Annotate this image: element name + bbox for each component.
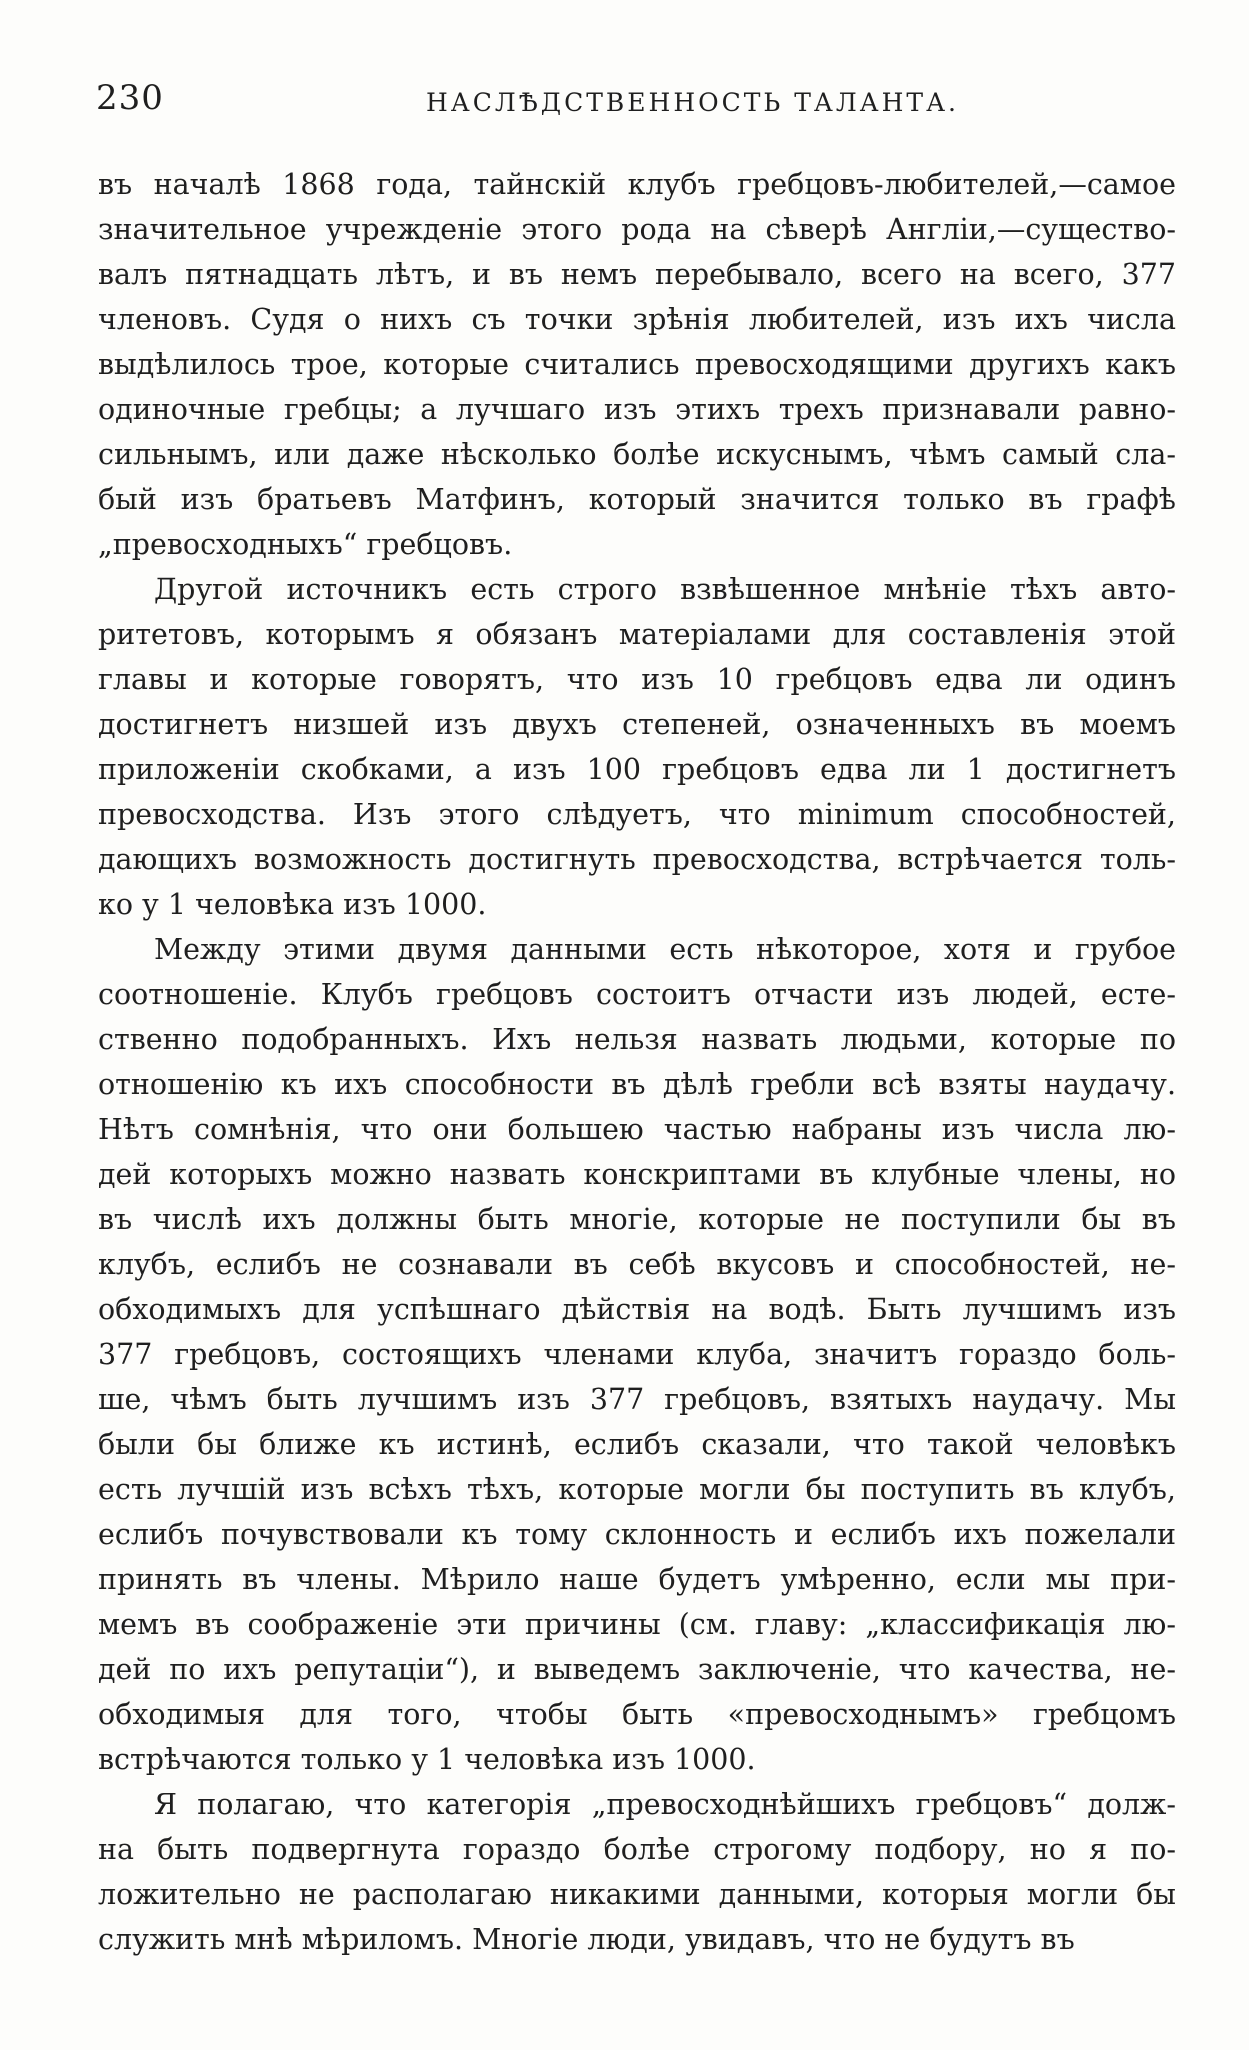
text-line: въ началѣ 1868 года, тайнскій клубъ гребцовъ-любителей,—самое (98, 168, 1176, 201)
text-line: мемъ въ соображеніе эти причины (см. главу: „классификація лю- (98, 1608, 1176, 1641)
text-line: ственно подобранныхъ. Ихъ нельзя назвать людьми, которые по (98, 1023, 1176, 1056)
text-line: превосходства. Изъ этого слѣдуетъ, что minimum способностей, (98, 798, 1176, 831)
text-line: ше, чѣмъ быть лучшимъ изъ 377 гребцовъ, взятыхъ наудачу. Мы (98, 1383, 1176, 1416)
running-title: НАСЛѢДСТВЕННОСТЬ ТАЛАНТА. (426, 88, 959, 117)
text-line: обходимыя для того, чтобы быть «превосходнымъ» гребцомъ (98, 1698, 1176, 1731)
paragraph (98, 1782, 1176, 1962)
text-line: бый изъ братьевъ Матфинъ, который значится только въ графѣ (98, 483, 1176, 516)
text-line: клубъ, еслибъ не сознавали въ себѣ вкусовъ и способностей, не- (98, 1248, 1176, 1281)
text-line: еслибъ почувствовали къ тому склонность и еслибъ ихъ пожелали (98, 1518, 1176, 1551)
text-line: Другой источникъ есть строго взвѣшенное мнѣніе тѣхъ авто- (154, 573, 1176, 606)
paragraph (98, 162, 1176, 567)
text-line: Между этими двумя данными есть нѣкоторое, хотя и грубое (154, 933, 1176, 966)
page-header (96, 78, 1176, 138)
text-line: приложеніи скобками, а изъ 100 гребцовъ едва ли 1 достигнетъ (98, 753, 1176, 786)
text-line: соотношеніе. Клубъ гребцовъ состоитъ отчасти изъ людей, есте- (98, 978, 1176, 1011)
text-line: встрѣчаются только у 1 человѣка изъ 1000. (98, 1743, 756, 1776)
page-number: 230 (96, 78, 164, 118)
text-line: валъ пятнадцать лѣтъ, и въ немъ перебывало, всего на всего, 377 (98, 258, 1176, 291)
text-line: 377 гребцовъ, состоящихъ членами клуба, значитъ гораздо боль- (98, 1338, 1176, 1371)
text-line: дей по ихъ репутаціи“), и выведемъ заключеніе, что качества, не- (98, 1653, 1176, 1686)
text-line: ко у 1 человѣка изъ 1000. (98, 888, 487, 921)
text-line: есть лучшій изъ всѣхъ тѣхъ, которые могли бы поступить въ клубъ, (98, 1473, 1176, 1506)
text-line: отношенію къ ихъ способности въ дѣлѣ гребли всѣ взяты наудачу. (98, 1068, 1176, 1101)
text-line: принять въ члены. Мѣрило наше будетъ умѣренно, если мы при- (98, 1563, 1176, 1596)
text-line: дей которыхъ можно назвать конскриптами въ клубные члены, но (98, 1158, 1176, 1191)
text-line: главы и которые говорятъ, что изъ 10 гребцовъ едва ли одинъ (98, 663, 1176, 696)
text-line: дающихъ возможность достигнуть превосходства, встрѣчается толь- (98, 843, 1176, 876)
text-line: обходимыхъ для успѣшнаго дѣйствія на водѣ. Быть лучшимъ изъ (98, 1293, 1176, 1326)
text-line: достигнетъ низшей изъ двухъ степеней, означенныхъ въ моемъ (98, 708, 1176, 741)
text-line: одиночные гребцы; а лучшаго изъ этихъ трехъ признавали равно- (98, 393, 1176, 426)
text-line: значительное учрежденіе этого рода на сѣверѣ Англіи,—существо- (98, 213, 1176, 246)
text-line: выдѣлилось трое, которые считались превосходящими другихъ какъ (98, 348, 1176, 381)
text-line: служить мнѣ мѣриломъ. Многіе люди, увидавъ, что не будутъ въ (98, 1923, 1075, 1956)
text-line: ритетовъ, которымъ я обязанъ матеріалами для составленія этой (98, 618, 1176, 651)
paragraph (98, 927, 1176, 1782)
text-line: ложительно не располагаю никакими данными, которыя могли бы (98, 1878, 1176, 1911)
text-line: на быть подвергнута гораздо болѣе строгому подбору, но я по- (98, 1833, 1176, 1866)
body-text (98, 162, 1176, 1962)
text-line: членовъ. Судя о нихъ съ точки зрѣнія любителей, изъ ихъ числа (98, 303, 1176, 336)
text-line: были бы ближе къ истинѣ, еслибъ сказали, что такой человѣкъ (98, 1428, 1176, 1461)
text-line: сильнымъ, или даже нѣсколько болѣе искуснымъ, чѣмъ самый сла- (98, 438, 1176, 471)
text-line: Я полагаю, что категорія „превосходнѣйшихъ гребцовъ“ долж- (154, 1788, 1176, 1821)
paragraph (98, 567, 1176, 927)
text-line: Нѣтъ сомнѣнія, что они большею частью набраны изъ числа лю- (98, 1113, 1176, 1146)
text-line: „превосходныхъ“ гребцовъ. (98, 528, 513, 561)
text-line: въ числѣ ихъ должны быть многіе, которые не поступили бы въ (98, 1203, 1176, 1236)
